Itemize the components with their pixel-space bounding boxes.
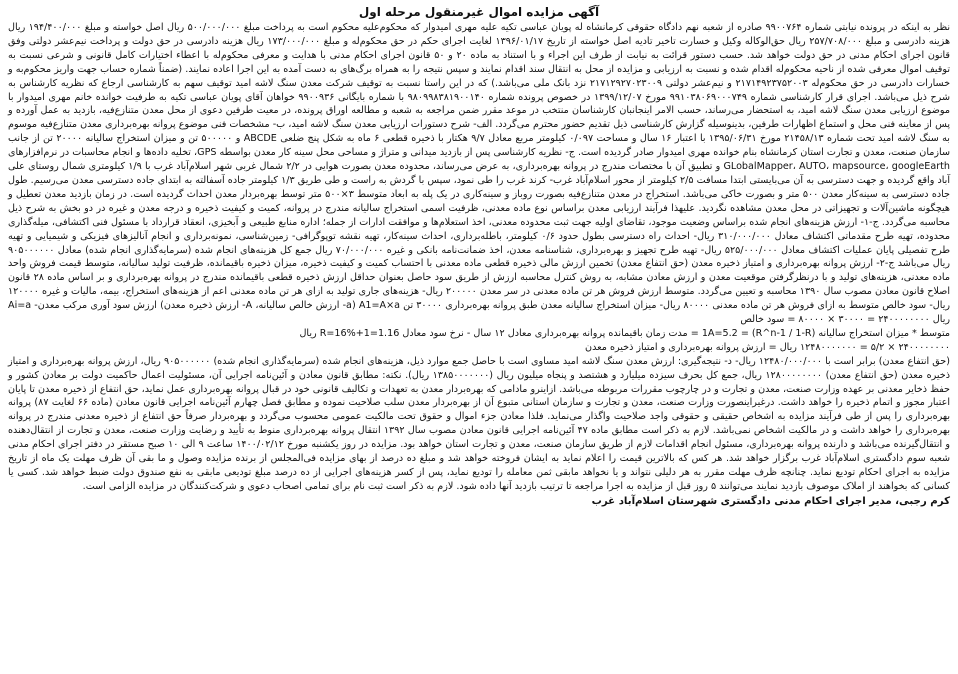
notice-paragraph: نظر به اینکه در پرونده نیابتی شماره ۹۹۰۰۷۶۴ صادره از شعبه نهم دادگاه حقوقی کرمانشاه له پویان عباسی تکیه علیه مهری امیدوار که محکوم‌علیه محکوم است به پرداخت مبلغ ۵۰۰/۰۰۰/۰۰۰ ریال اصل خواسته و مبلغ ۱۹۴/۴۰۰/۰۰۰ ریال هزینه دادرسی و مبلغ ۲۵۷/۷۰۸/۰۰۰ ریال حق‌الوکاله وکیل و خسارت تاخیر تادیه اصل خواسته از تاریخ ۱۳۹۶/۰۱/۱۷ لغایت اجرای حکم در حق محکوم‌له و مبلغ ۱۷۳/۰۰۰/۰۰۰ ریال هزینه دادرسی در حق دولت و پرداخت نیم‌عشر دولتی وفق قانون اجرای احکام مدنی در حق دولت خواهد شد. حسب دستور قرائت به نیابت از طرف این اجراء و با استناد به ماده ۲۰ و ۵۰ قانون اجرای احکام مدنی با هدایت و معرفی محکوم‌له با اعطاء اختیارات کامل قانونی و شرعی نسبت به توقیف اموال معرفی شده از ناحیه محکوم‌له اقدام شده و نسبت به ارزیابی و مزایده از محل به انتقال سند اقدام نمایند و سپس نتیجه را به همراه برگ‌های به دست آمده به این اجرا اعاده نمایند. (ضمناً شماره حساب جهت واریز محکوم‌به و خسارات دادرسی در حق محکوم‌له ۲۱۷۱۴۹۲۳۷۵۲۰۰۳ و نیم‌عشر دولتی ۲۱۷۱۲۹۲۷۰۲۳۰۰۹ نزد بانک ملی می‌باشد.) که در این راستا نسبت به توقیف شرکت معدن سنگ لاشه امید توقیف سهم به کارشناسی ارجاع که نظریه کارشناس به شرح ذیل می‌باشد. اجرای قرار کارشناسی شماره ۹۹۱۰۳۸۰۶۹۰۰۰۷۴۹ مورخ ۱۳۹۹/۱۲/۰۷ در خصوص پرونده شماره ۹۸۰۹۹۸۳۸۱۹۰۰۱۴۰ با شماره بایگانی ۹۹۰۰۹۳۶ خواهان آقای پویان عباسی تکیه به طرفیت خوانده خانم مهری امیدوار با موضوع ارزیابی معدن سنگ لاشه امید، به استحضار می‌رساند، حسب الامر اینجانبان کارشناسان منتخب در موعد مقرر ضمن مراجعه به شعبه و مطالعه اوراق پرونده، در معیت طرفین دعوی از محل معدن متنازع‌فیه، بازدید به عمل آورده و پس از معاینه فنی محل و استماع اظهارات طرفین، بدینوسیله گزارش کارشناسی ذیل تقدیم حضور محترم می‌گردد. الف- شرح دستورات ارزیابی معدن سنگ لاشه امید، ب- مشخصات فنی موضوع پروانه بهره‌برداری معدن متنازع‌فیه موسوم به سنگ لاشه امید تحت شماره ۲۱۴۵۸/۱۳ مورخ ۱۳۹۵/۰۶/۳۱ با اعتبار ۱۶ سال و مساحت ۰/۰۹۷ کیلومتر مربع معادل ۹/۷ هکتار با ذخیره قطعی ۶ ماه به شکل پنج ضلعی ABCDE و ۵۰۰۰۰۰ تن و میزان استخراج سالیانه ۲۰۰۰۰ تن از جانب سازمان صنعت، معدن و تجارت استان کرمانشاه بنام خوانده مهری امیدوار صادر گردیده است. ج- نظریه کارشناسی پس از بازدید میدانی و متراژ و مساحی محل سینه کار معدن بواسطه GPS، تخلیه داده‌ها و انجام محاسبات در نرم‌افزارهای GLobalMapper، AUTO، mapsource، googleEarth و تطبیق آن با مختصات مندرج در پروانه بهره‌برداری، به عرض می‌رساند، محدوده معدن بصورت هوایی در ۲/۲ شمال غربی شهر اسلام‌آباد غرب با ۱/۹ کیلومتری شمال روستای علی آباد واقع گردیده و جهت دسترسی به آن می‌بایستی ابتدا مسافت ۲/۵ کیلومتر از محور اسلام‌آباد غرب- کرند غرب را طی نمود، سپس با گردش به راست و طی طریق ۱/۳ کیلومتر جاده آسفالته به ابتدای جاده دسترسی معدن می‌رسیم. طول جاده دسترسی به سینه‌کار معدن ۵۰۰ متر و بصورت خاکی می‌باشد. استخراج در معدن متنازع‌فیه بصورت روباز و سینه‌کاری در یک پله به ابعاد متوسط ۳×۵۰۰ متر توسط بهره‌بردار معدن احداث گردیده است. در زمان بازدید معدن تعطیل و هیچگونه ماشین‌آلات و تجهیزاتی در محل معدن مشاهده نگردید. علیهذا فرآیند ارزیابی معدن براساس نوع ماده معدنی، ظرفیت اسمی استخراج سالیانه مندرج در پروانه، کمیت و کیفیت ذخیره و درجه معدن و غیره در دو بخش به شرح ذیل محاسبه می‌گردد. ج-۱- ارزش هزینه‌های انجام شده براساس وضعیت موجود، تقاضای اولیه جهت ثبت محدوده معدنی، اخذ استعلام‌ها و موافقت ادارات از جمله؛ اداره منابع طبیعی و آبخیزی، انعقاد قرارداد با مسئول فنی اکتشافی، میله‌گذاری محدوده، تهیه طرح مقدماتی اکتشاف معادل ۳۱۰/۰۰۰/۰۰۰ ریال- احداث راه دسترسی بطول حدود ۰/۶ کیلومتر، باطله‌برداری، احداث سینه‌کار، تهیه نقشه توپوگرافی- زمین‌شناسی، نمونه‌برداری و انجام آنالیزهای فیزیکی و شیمیایی و تهیه طرح تفصیلی پایان عملیات اکتشاف معادل ۵۲۵/۰۰۰/۰۰۰ ریال- تهیه طرح تجهیز و بهره‌برداری، شناسنامه معدن، اخذ ضمانت‌نامه بانکی و غیره ۷۰/۰۰۰/۰۰۰ ریال جمع کل هزینه‌های انجام شده (سرمایه‌گذاری انجام شده) معادل ۹۰۵۰۰۰۰۰۰ ریال می‌باشد ج-۲- ارزش پروانه بهره‌برداری و امتیاز ذخیره معدن (حق انتفاع معدن) تخمین ارزش مالی ذخیره قطعی ماده معدنی با احتساب کمیت و کیفیت ذخیره، میزان ذخیره باقیمانده، ظرفیت تولید سالیانه، متوسط قیمت فروش واحد ماده معدنی، هزینه‌های تولید و با درنظرگرفتن موقعیت معدن و ارزش معادن مشابه، به روش کنترل محاسبه ارزش از طریق سود حاصل بعنوان حداقل ارزش ذخیره قطعی باقیمانده مندرج در پروانه بهره‌برداری و بر اساس ماده ۲۸ قانون اصلاح قانون معادن مصوب سال ۱۳۹۰ محاسبه و تعیین می‌گردد. متوسط ارزش فروش هر تن ماده معدنی در سر معدن ۲۰۰۰۰۰ ریال- هزینه‌های جاری تولید به ازای هر تن ماده معدنی اعم از هزینه‌های استخراج، بیمه، مالیات و غیره ۱۲۰۰۰۰ ریال- سود خالص متوسط به ازای فروش هر تن ماده معدنی ۸۰۰۰۰ ریال- میزان استخراج سالیانه معدن طبق پروانه بهره‌برداری ۳۰۰۰۰ تن A1=A×a (a- ارزش خالص سالیانه، A- ارزش ذخیره معدن) ارزش سود آوری مرکب معدن- Ai=a ریال ۲۴۰۰۰۰۰۰۰۰ = ۳۰۰۰۰ × ۸۰۰۰۰ = سود خالص xyxy=(8,22,951,326)
formula-line-2: ۲۴۰۰۰۰۰۰۰۰ × ۵/۲ = ۱۲۴۸۰۰۰۰۰۰۰ ریال = ارزش پروانه بهره‌برداری و امتیاز ذخیره معدن xyxy=(585,341,950,353)
notice-body xyxy=(8,21,950,327)
notice-title: آگهی مزایده اموال غیرمنقول مرحله اول xyxy=(358,5,600,19)
formula-line-1 xyxy=(8,327,950,341)
notice-body-2 xyxy=(8,355,950,494)
notice-signature: کرم رجبی، مدیر اجرای احکام مدنی دادگستری شهرستان اسلام‌آباد غرب xyxy=(591,495,950,507)
notice-paragraph-2: (حق انتفاع معدن) برابر است با ۱۲۴۸۰/۰۰۰/۰۰۰ ریال- د- نتیجه‌گیری: ارزش معدن سنگ لاشه امید مساوی است با حاصل جمع موارد ذیل، هزینه‌های انجام شده (سرمایه‌گذاری انجام شده) ۹۰۵۰۰۰۰۰۰ ریال، ارزش پروانه بهره‌برداری و امتیاز ذخیره معدن (حق انتفاع معدن) ۱۲۸۰۰۰۰۰۰۰۰ ریال، جمع کل بحرف سیزده میلیارد و هشتصد و پنجاه میلیون ریال (۱۳۸۵۰۰۰۰۰۰۰ ریال). نکته: مطابق قانون معادن و آئین‌نامه اجرایی آن، مسئولیت اعمال حاکمیت دولت بر معادن کشور و حفظ ذخایر معدنی بر عهده وزارت صنعت، معدن و تجارت و در چارچوب مقررات مربوطه می‌باشد. ازاینرو مادامی که بهره‌بردار معدن به تعهدات و تکالیف قانونی خود در قبال پروانه بهره‌برداری عمل نماید، حق انتفاع از ذخیره معدن تا پایان اعتبار مجوز و اتمام ذخیره را خواهد داشت. درغیراینصورت وزارت صنعت، معدن و تجارت و سازمان استانی متبوع آن از بهره‌بردار معدن سلب صلاحیت نموده و مطابق فصل چهارم آئین‌نامه اجرایی قانون معادن (ماده ۶۶ لغایت ۸۷) پروانه بهره‌برداری را پس از طی فرآیند مزایده به اشخاص حقیقی و حقوقی واجد صلاحیت واگذار می‌نماید. فلذا معادن جزء اموال و حقوق تحت مالکیت عمومی محسوب می‌گردد و بهره‌بردار صرفاً حق انتفاع از ذخیره معدنی مندرج در پروانه بهره‌برداری را خواهد داشت و در مالکیت اشخاص نمی‌باشد. لازم به ذکر است مطابق ماده ۴۷ آئین‌نامه اجرایی قانون معادن مصوب سال ۱۳۹۲ انتقال پروانه بهره‌برداری منوط به تأیید و رضایت وزارت صنعت، معدن و تجارت از انتقال‌دهنده و انتقال‌گیرنده می‌باشد و دارنده پروانه بهره‌برداری، مسئول انجام اقدامات لازم از طریق سازمان صنعت، معدن و تجارت استان خواهد بود. مزایده در روز یکشنبه مورخ ۱۴۰۰/۰۲/۱۲ ساعت ۹ الی ۱۰ صبح مستقر در دفتر اجرای احکام مدنی شعبه سوم دادگستری اسلام‌آباد غرب برگزار خواهد شد. هر کس که بالاترین قیمت را اعلام نماید به ایشان فروخته خواهد شد و مبلغ ده درصد از بهای مزایده فی‌المجلس از برنده مزایده وصول و ما بقی آن ظرف مهلت یک ماه از تاریخ مزایده به اجرای احکام تودیع نماید. چنانچه ظرف مهلت مقرر به هر دلیلی نتواند و یا نخواهد مابقی ثمن معامله را تودیع نماید، پس از کسر هزینه‌های اجرایی از ده درصد مبلغ تودیعی مابقی به نفع صندوق دولت ضبط خواهد شد. کسی یا کسانی که بخواهند از املاک موصوف بازدید نمایند می‌توانند ۵ روز قبل از مزایده به اجرا مراجعه تا ترتیب بازدید آنها داده شود. لازم به ذکر است ثبت نام برای تمامی اصحاب دعوی و شرکت‌کنندگان در مزایده الزامی است. xyxy=(8,355,951,492)
formula-text-1: متوسط * میزان استخراج سالیانه 1A=5.2 = (R^n-1 / 1-R) = مدت زمان باقیمانده پروانه بهره‌برداری معادل ۱۲ سال - نرخ سود معادل 1.16=1+R=16% ریال xyxy=(299,327,950,339)
